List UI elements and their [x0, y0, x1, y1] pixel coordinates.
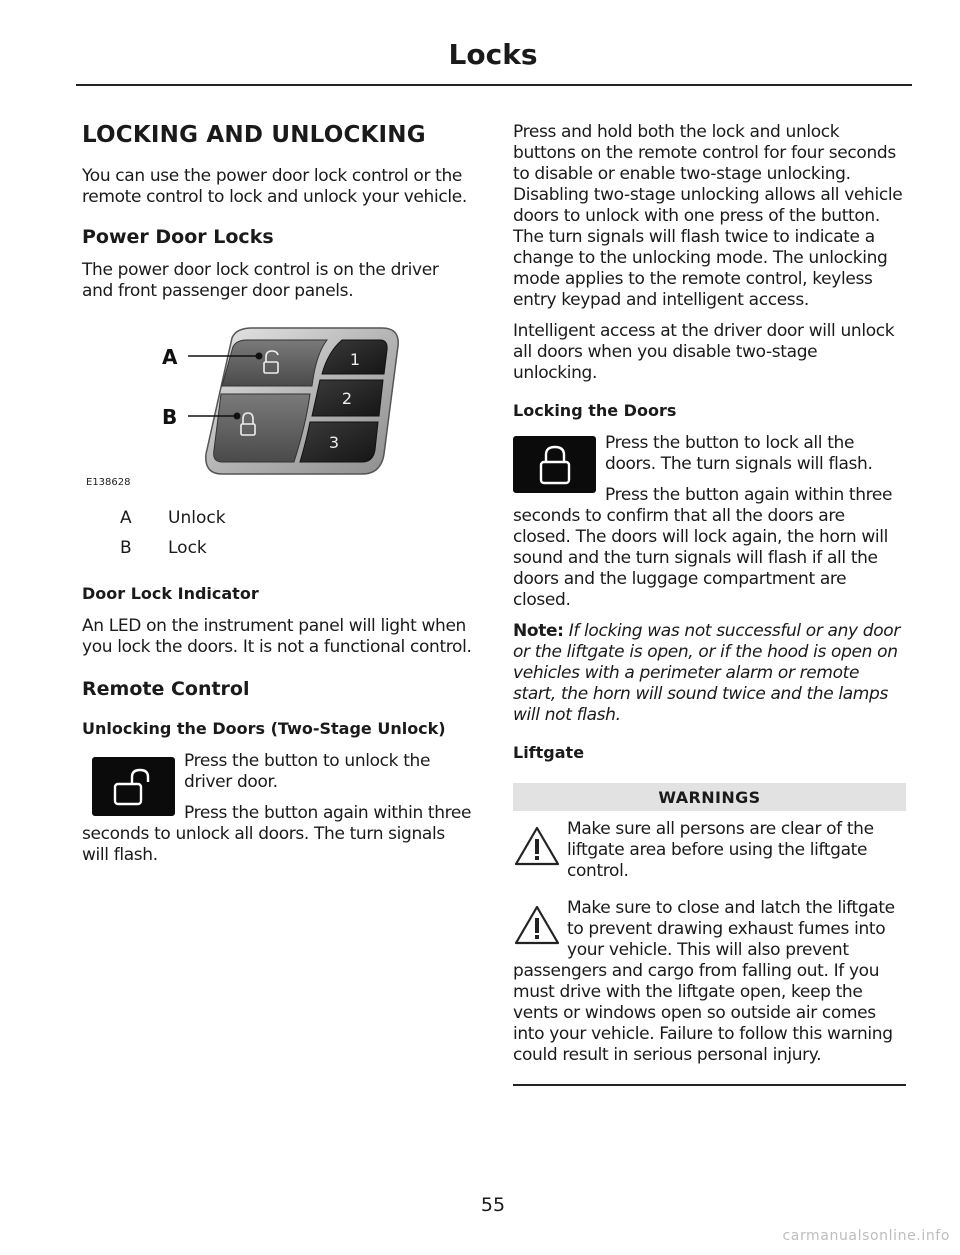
warning-item-1	[513, 819, 906, 892]
note-text: If locking was not successful or any door or the liftgate is open, or if the hood is open on vehicles with a perimeter alarm or remote start, the horn will sound twice and the lamps will not flash.	[513, 621, 900, 725]
two-stage-paragraph: Press and hold both the lock and unlock buttons on the remote control for four seconds to disable or enable two-stage unlocking. Disabling two-stage unlocking allows all vehicle doors to unlock with one press of the button. The turn signals will flash twice to indicate a change to the unlocking mode. The unlocking mode applies to the remote control, keyless entry keypad and intelligent access.	[513, 122, 903, 310]
intro-paragraph: You can use the power door lock control or the remote control to lock and unlock your vehicle.	[82, 166, 467, 207]
section-heading: LOCKING AND UNLOCKING	[82, 122, 426, 148]
unlock-step-2: Press the button again within three seconds to unlock all doors. The turn signals will flash.	[82, 803, 472, 865]
remote-lock-button-icon	[513, 436, 596, 493]
power-door-locks-heading: Power Door Locks	[82, 226, 274, 248]
callout-b-label: B	[162, 405, 178, 429]
callout-letter: B	[120, 538, 132, 558]
memory-key-2-label: 2	[341, 389, 353, 408]
left-column	[82, 122, 474, 876]
door-lock-indicator-paragraph: An LED on the instrument panel will light when you lock the doors. It is not a functional control.	[82, 616, 472, 657]
unlock-icon	[112, 767, 156, 807]
note-label: Note:	[513, 621, 564, 641]
callout-letter: A	[120, 508, 132, 528]
door-lock-switch-illustration	[82, 324, 474, 494]
intelligent-access-paragraph: Intelligent access at the driver door will unlock all doors when you disable two-stage unlocking.	[513, 321, 895, 383]
lock-icon	[535, 444, 575, 486]
liftgate-heading: Liftgate	[513, 743, 585, 762]
remote-unlock-button-icon	[92, 757, 175, 816]
page-header-title: Locks	[448, 38, 538, 71]
memory-key-1-label: 1	[349, 350, 361, 369]
lock-step-1: Press the button to lock all the doors. The turn signals will flash.	[605, 433, 873, 474]
warnings-divider	[513, 1084, 906, 1086]
remote-control-heading: Remote Control	[82, 678, 250, 700]
warnings-header: WARNINGS	[513, 783, 906, 811]
memory-key-3-label: 3	[328, 433, 340, 452]
door-lock-indicator-heading: Door Lock Indicator	[82, 584, 259, 603]
warning-text-1: Make sure all persons are clear of the liftgate area before using the liftgate control.	[567, 819, 874, 881]
figure-code: E138628	[86, 477, 131, 488]
locking-doors-heading: Locking the Doors	[513, 401, 677, 420]
unlocking-doors-heading: Unlocking the Doors (Two-Stage Unlock)	[82, 719, 446, 738]
lock-instructions	[513, 433, 906, 621]
power-door-locks-paragraph: The power door lock control is on the driver and front passenger door panels.	[82, 260, 439, 301]
warning-triangle-icon	[513, 825, 561, 867]
callout-row-b	[82, 538, 474, 559]
locking-note	[513, 621, 906, 726]
callout-a-label: A	[162, 345, 178, 369]
callout-text: Lock	[168, 538, 207, 558]
watermark: carmanualsonline.info	[782, 1228, 950, 1244]
header-divider	[76, 84, 912, 86]
callout-row-a	[82, 508, 474, 529]
unlock-instructions	[82, 751, 474, 876]
warning-triangle-icon	[513, 904, 561, 946]
door-lock-switch-figure	[82, 324, 474, 494]
right-column	[513, 122, 906, 1086]
unlock-step-1: Press the button to unlock the driver door.	[184, 751, 431, 792]
page-number: 55	[480, 1194, 506, 1216]
lock-step-2: Press the button again within three seconds to confirm that all the doors are closed. The doors will lock again, the horn will sound and the turn signals will flash if all the doors and the luggage compartment are closed.	[513, 485, 893, 610]
callout-text: Unlock	[168, 508, 226, 528]
warning-text-2: Make sure to close and latch the liftgate to prevent drawing exhaust fumes into your vehicle. This will also prevent passengers and cargo from falling out. If you must drive with the liftgate open, keep the vents or windows open so outside air comes into your vehicle. Failure to follow this warning could result in serious personal injury.	[513, 898, 895, 1065]
warning-item-2	[513, 898, 906, 1076]
